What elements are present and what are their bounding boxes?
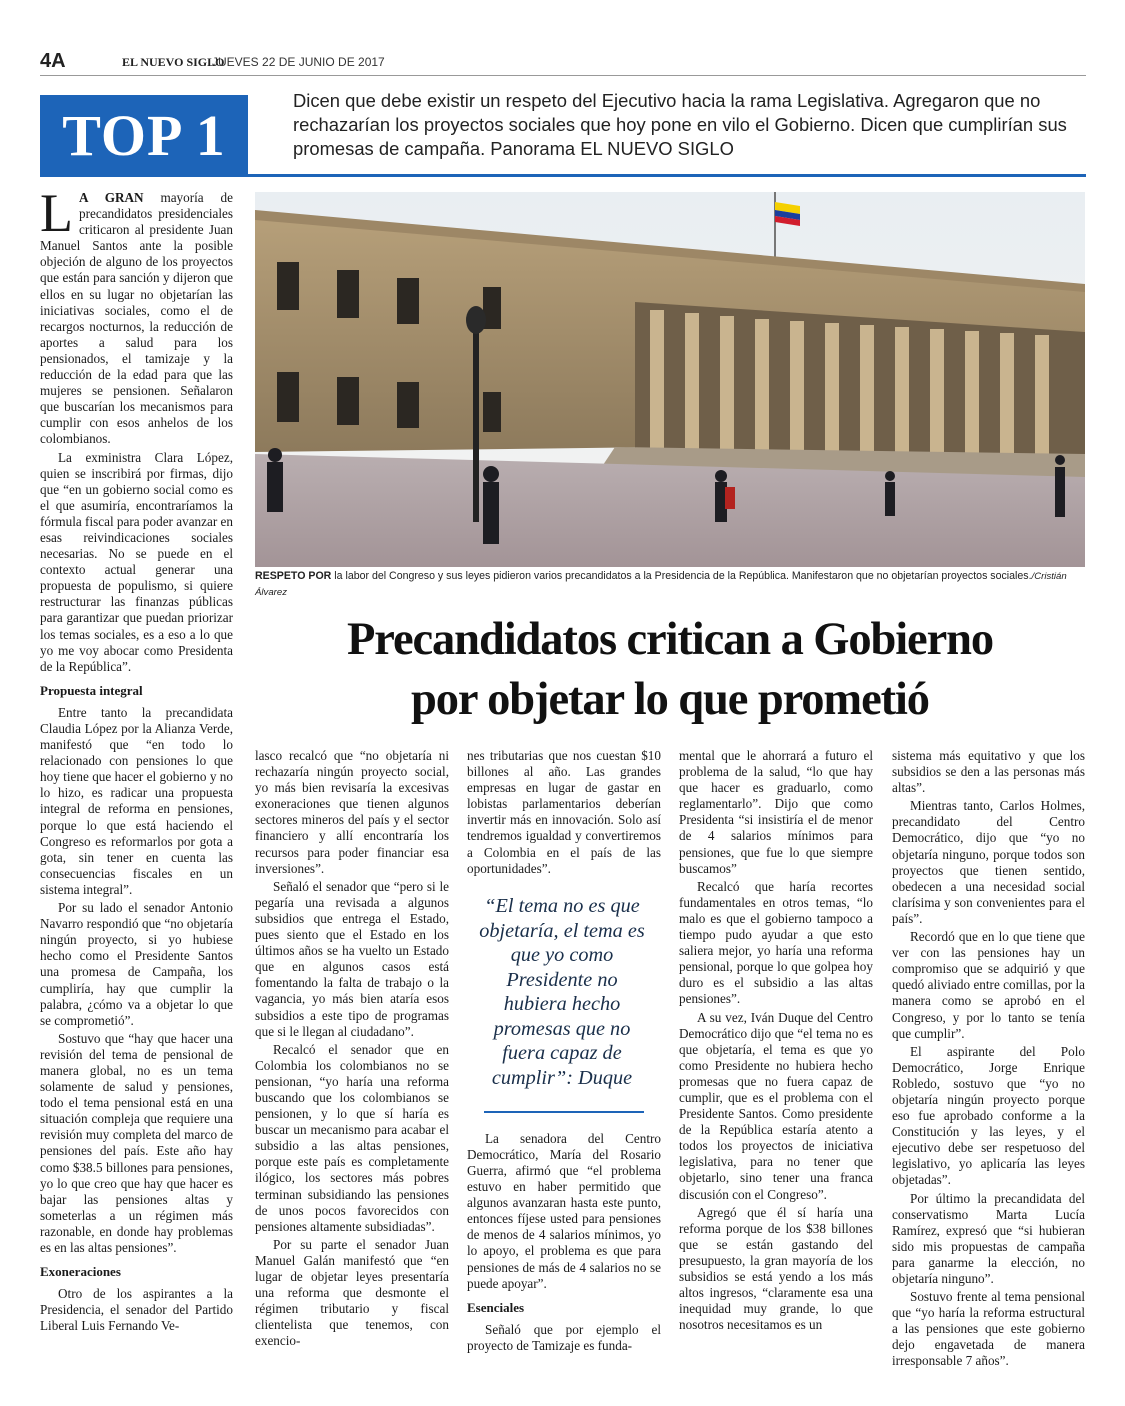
- paragraph: A su vez, Iván Duque del Centro Democrático dijo que “el tema no es que objetaría, el tema es que yo como Presidente no hubiera hecho promesas que no fuera capaz de cumplir, que es el problema con el Presidente Santos. Como presidente de la República estaría atento a todos los proyectos de iniciativa legislativa, para no tener que objetarlo, sino tener una franca discusión con el Congreso”.: [679, 1009, 873, 1202]
- body-column-4: [679, 748, 873, 1335]
- subhead-esenciales: Esenciales: [467, 1299, 525, 1315]
- paragraph: Sostuvo que “hay que hacer una revisión del tema de pensional de manera global, no es un tema solamente de salud y pensiones, todo el tema pensional está en una situación compleja que requiere una revisión muy completa del marco de pensiones del país. Este año hay como $38.5 billones para pensiones, yo lo que creo que hay que hacer es bajar las pensiones altas y someterlas a un régimen más razonable, en donde hay problemas es en las altas pensiones”.: [40, 1030, 233, 1255]
- photo-credit: /Cristián Álvarez: [255, 571, 1067, 598]
- subhead-exoneraciones: Exoneraciones: [40, 1264, 121, 1280]
- paragraph: Recordó que en lo que tiene que ver con las pensiones hay un compromiso que se adquirió y que quedó aliviado entre comillas, por la manera como se aprobó en el Congreso, y por lo tanto se tenía que cumplir”.: [892, 929, 1085, 1041]
- section-badge-label: TOP 1: [62, 103, 226, 168]
- capitol-building-illustration: [255, 192, 1085, 567]
- paragraph: Sostuvo frente al tema pensional que “yo haría la reforma estructural a las pensiones que este gobierno dejo engavetada de manera irresponsable 7 años”.: [892, 1289, 1085, 1369]
- drop-cap: L: [40, 183, 73, 243]
- paragraph: Señaló que por ejemplo el proyecto de Tamizaje es funda-: [467, 1321, 661, 1353]
- newspaper-name: EL NUEVO SIGLO: [122, 55, 225, 69]
- paragraph: Recalcó el senador que en Colombia los colombianos no se pensionan, “yo haría una reforma buscando que los colombianos se pensionen, y lo que sí haría es buscar un mecanismo para acabar el subsidio a las altas pensiones, porque este país es completamente ilógico, los sectores más pobres terminan subsidiando las pensiones de unos pocos favorecidos con pensiones altamente subsidiadas”.: [255, 1041, 449, 1234]
- running-header: [40, 50, 1086, 76]
- paragraph: lasco recalcó que “no objetaría ni rechazaría ningún proyecto social, yo más bien revisaría la excesivas exoneraciones que tienen algunos sectores mineros del país y el sector financiero y allí encontraría los recursos para poder financiar esa inversiones”.: [255, 748, 449, 876]
- body-column-2: [255, 748, 449, 1351]
- paragraph: Entre tanto la precandidata Claudia López por la Alianza Verde, manifestó que “en todo lo relacionado con pensiones lo que hoy tiene que hacer el gobierno y no lo hizo, es radicar una propuesta integral de reforma en pensiones, porque lo que está haciendo el Congreso es reformarlos por gota a gota, sin tener en cuenta las consecuencias fiscales en un sistema integral”.: [40, 704, 233, 897]
- section-badge: [40, 95, 248, 177]
- paragraph-text: mayoría de precandidatos presidenciales criticaron al presidente Juan Manuel Santos ante la posible objeción de alguno de los proyectos que están para sanción y dijeron que ellos en su lugar no objetarían las iniciativas sociales, como el de recargos nocturnos, la reducción de aportes a salud para los pensionados, el tamizaje y la reducción de la edad para que las mujeres se pensionen. Señalaron que buscarían los mecanismos para cumplir con esos anhelos de los colombianos.: [40, 190, 233, 447]
- lead-caps: A GRAN: [79, 190, 144, 205]
- capitol-photo: [255, 192, 1085, 567]
- paragraph: Por su lado el senador Antonio Navarro respondió que “no objetaría ningún proyecto, si yo hubiese hecho como el Presidente Santos una promesa de Campaña, los cumpliría, hay que cumplir la palabra, ¿cómo va a objetar lo que se comprometió”.: [40, 900, 233, 1028]
- paragraph: sistema más equitativo y que los subsidios se den a las personas más altas”.: [892, 748, 1085, 796]
- issue-date: JUEVES 22 DE JUNIO DE 2017: [212, 55, 385, 69]
- caption-text: la labor del Congreso y sus leyes pidieron varios precandidatos a la Presidencia de la República. Manifestaron que no objetarían proyectos sociales.: [331, 570, 1032, 582]
- paragraph: La senadora del Centro Democrático, María del Rosario Guerra, afirmó que “el problema estuvo en haber permitido que algunos avanzaran hasta este punto, entonces fíjese usted para pensiones de menos de 4 salarios mínimos, yo lo apoyo, el problema es que para pensiones de más de 4 salarios no se puede apoyar”.: [467, 1130, 661, 1291]
- paragraph: La exministra Clara López, quien se inscribirá por firmas, dijo que “en un gobierno social como es el que asumiría, encontraríamos la fórmula fiscal para poder avanzar en esas reivindicaciones sociales necesarias. No se puede en el contexto actual generar una propuesta de populismo, si quiere restructurar las finanzas públicas para garantizar que puedan priorizar los temas sociales, es a eso a lo que yo me voy abocar como Presidenta de la República”.: [40, 449, 233, 674]
- paragraph: Señaló el senador que “pero si le pegaría una revisada a algunos subsidios que entrega el Estado, pues siento que el Estado en los últimos años se ha vuelto un Estado que en algunos casos está fomentando la falta de trabajo o la vagancia, yo más bien ataría esos subsidios a este tipo de programas que si le llegan al ciudadano”.: [255, 878, 449, 1039]
- page-number: 4A: [40, 50, 66, 72]
- paragraph: Mientras tanto, Carlos Holmes, precandidato del Centro Democrático, dijo que “yo no objetaría ninguno, porque todos son proyectos que tienen sentido, obedecen a una necesidad social clarísima y son convenientes para el país”.: [892, 798, 1085, 926]
- article-headline: [255, 610, 1085, 730]
- headline-line-1: Precandidatos critican a Gobierno: [346, 614, 994, 665]
- paragraph: Recalcó que haría recortes fundamentales en otros temas, “lo malo es que el gobierno tampoco a tiempo pudo ayudar a que esto saliera mejor, yo haría una reforma pensional, porque lo que golpea hoy duro es el subsidio a las altas pensiones”.: [679, 878, 873, 1007]
- paragraph: nes tributarias que nos cuestan $10 billones al año. Las grandes empresas en lugar de gastar en lobistas parlamentarios deberían invertir más en innovación. Solo así tendremos igualdad y convertiremos a Colombia en el país de las oportunidades”.: [467, 748, 661, 876]
- photo-caption: [255, 569, 1085, 600]
- paragraph: El aspirante del Polo Democrático, Jorge Enrique Robledo, sostuvo que “yo no objetaría ningún proyecto porque eso fue aprobado conforme a la Constitución y las leyes, y el ejecutivo debe ser respetuoso del legislativo, yo aplicaría las leyes objetadas”.: [892, 1043, 1085, 1188]
- lead-paragraph: [40, 183, 233, 448]
- article-kicker: Dicen que debe existir un respeto del Ejecutivo hacia la rama Legislativa. Agregaron que no rechazarían los proyectos sociales que hoy pone en vilo el Gobierno. Dicen que cumplirían sus promesas de campaña. Panorama EL NUEVO SIGLO: [293, 90, 1067, 159]
- pull-quote-rule: [484, 1111, 644, 1113]
- paragraph: Agregó que él sí haría una reforma porque de los $38 billones que se están gastando del presupuesto, la gran mayoría de los subsidios se está yendo a los más altos ingresos, “claramente esa una inequidad muy grande, lo que nosotros necesitamos es un: [679, 1204, 873, 1333]
- section-rule: [248, 174, 1086, 177]
- paragraph: mental que le ahorrará a futuro el problema de la salud, “lo que hay que hacer es graduarlo, como reglamentarlo”. Dijo que como Presidenta “si insistiría el de menor de 4 salarios mínimos para pensiones, que fue lo que siempre buscamos”: [679, 748, 873, 876]
- pull-quote: “El tema no es que objetaría, el tema es que yo como Presidente no hubiera hecho promesas que no fuera capaz de cumplir”: Duque: [479, 895, 645, 1089]
- paragraph: Por su parte el senador Juan Manuel Galán manifestó que “en lugar de objetar leyes presentaría una reforma que desmonte el régimen tributario y fiscal clientelista que tenemos, con exencio-: [255, 1236, 449, 1349]
- paragraph: Otro de los aspirantes a la Presidencia, el senador del Partido Liberal Luis Fernando Ve-: [40, 1286, 233, 1334]
- paragraph: Por último la precandidata del conservatismo Marta Lucía Ramírez, expresó que “si hubieran sido mis propuestas de campaña para ganarme la elección, no objetaría ninguno”.: [892, 1190, 1085, 1286]
- body-column-5: [892, 748, 1085, 1372]
- caption-lead: RESPETO POR: [255, 570, 332, 582]
- headline-line-2: por objetar lo que prometió: [411, 674, 929, 725]
- subhead-propuesta-integral: Propuesta integral: [40, 682, 143, 698]
- body-column-1: [40, 183, 233, 1336]
